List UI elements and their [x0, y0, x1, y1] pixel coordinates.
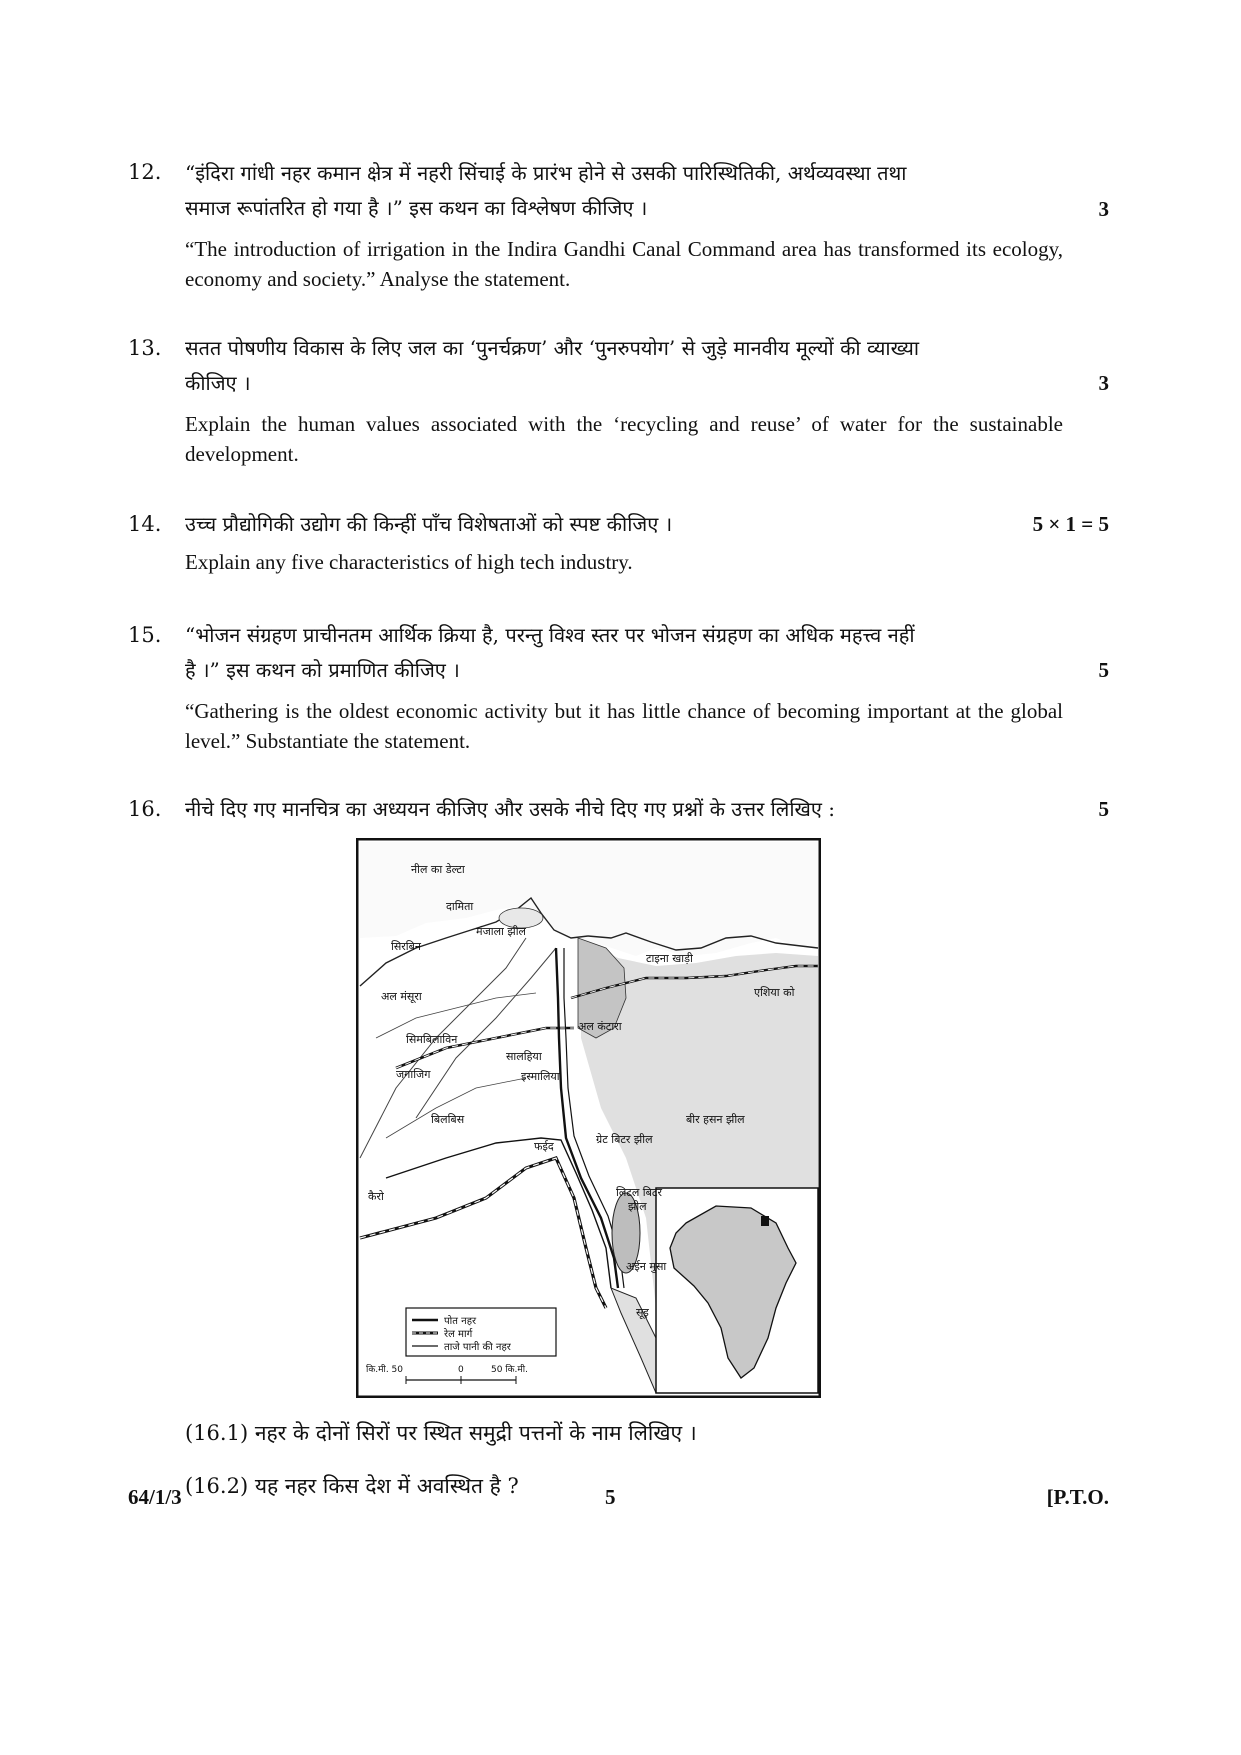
legend-item: ताजे पानी की नहर [444, 1342, 511, 1353]
question-hindi-line1: नीचे दिए गए मानचित्र का अध्ययन कीजिए और उसके नीचे दिए गए प्रश्नों के उत्तर लिखिए : [185, 797, 836, 821]
label-salhiya: सालहिया [506, 1050, 542, 1063]
label-fayed: फईद [534, 1140, 554, 1153]
label-al-qantara: अल कंटारा [578, 1020, 622, 1033]
label-tina-bay: टाइना खाड़ी [646, 952, 693, 965]
question-marks: 3 [1098, 197, 1109, 221]
question-english: “The introduction of irrigation in the Indira Gandhi Canal Command area has transformed its ecology, economy and society.” Analyse the statement. [185, 237, 1063, 291]
suez-canal-map [356, 838, 821, 1398]
paper-code: 64/1/3 [128, 1485, 182, 1509]
question-number: 13. [128, 336, 162, 360]
question-number: 15. [128, 623, 162, 647]
label-sirbin: सिरबिन [391, 940, 422, 953]
label-to-asia: एशिया को [754, 986, 795, 999]
label-zagazig: जगाजिग [396, 1068, 431, 1081]
label-ismailia: इस्मालिया [521, 1070, 560, 1083]
question-hindi-line2: समाज रूपांतरित हो गया है ।” इस कथन का विश्लेषण कीजिए । [185, 196, 648, 220]
subquestion-text: यह नहर किस देश में अवस्थित है ? [254, 1474, 519, 1498]
label-cairo: कैरो [368, 1190, 384, 1203]
subquestion-16-2 [185, 1472, 519, 1500]
label-ayun-musa: अईन मुसा [626, 1260, 667, 1273]
question-hindi-line1: “इंदिरा गांधी नहर कमान क्षेत्र में नहरी सिंचाई के प्रारंभ होने से उसकी पारिस्थितिकी, अर्थव्यवस्था तथा [185, 161, 907, 185]
question-marks: 3 [1098, 371, 1109, 395]
legend-item: रेल मार्ग [444, 1329, 473, 1340]
question-english: Explain any five characteristics of high tech industry. [185, 550, 633, 574]
legend-item: पोत नहर [444, 1316, 477, 1327]
subquestion-text: नहर के दोनों सिरों पर स्थित समुद्री पत्तनों के नाम लिखिए । [254, 1421, 697, 1445]
label-bir-hasan: बीर हसन झील [686, 1113, 745, 1126]
label-little-bitter-2: झील [628, 1200, 647, 1213]
question-number: 12. [128, 160, 162, 184]
label-nile-delta: नील का डेल्टा [411, 863, 465, 876]
label-bilbeis: बिलबिस [431, 1113, 465, 1126]
question-english: Explain the human values associated with the ‘recycling and reuse’ of water for the sustainable development. [185, 412, 1063, 466]
label-simbillawein: सिमबिलाविन [406, 1033, 458, 1046]
question-hindi-line1: “भोजन संग्रहण प्राचीनतम आर्थिक क्रिया है, परन्तु विश्व स्तर पर भोजन संग्रहण का अधिक महत्त्व नहीं [185, 623, 915, 647]
label-damietta: दामिता [446, 900, 474, 913]
question-hindi-line1: सतत पोषणीय विकास के लिए जल का ‘पुनर्चक्रण’ और ‘पुनरुपयोग’ से जुड़े मानवीय मूल्यों की व्याख्या [185, 336, 920, 360]
scale-right: 50 कि.मी. [491, 1365, 528, 1375]
subquestion-number: (16.2) [185, 1474, 249, 1498]
question-marks: 5 × 1 = 5 [1032, 512, 1109, 536]
question-number: 16. [128, 797, 162, 821]
question-english: “Gathering is the oldest economic activity but it has little chance of becoming important at the global level.” Substantiate the statement. [185, 699, 1063, 753]
label-suez: सूइ [636, 1306, 649, 1319]
question-hindi-line2: है ।” इस कथन को प्रमाणित कीजिए । [185, 658, 460, 682]
subquestion-number: (16.1) [185, 1421, 249, 1445]
scale-left: कि.मी. 50 [366, 1365, 403, 1375]
question-number: 14. [128, 512, 162, 536]
scale-mid: 0 [458, 1365, 464, 1375]
label-great-bitter: ग्रेट बिटर झील [596, 1133, 653, 1146]
label-al-mansura: अल मंसूरा [381, 990, 422, 1003]
label-manzala: मंजाला झील [476, 925, 527, 938]
pto-label: [P.T.O. [1046, 1485, 1109, 1509]
subquestion-16-1 [185, 1419, 697, 1447]
question-hindi-line1: उच्च प्रौद्योगिकी उद्योग की किन्हीं पाँच विशेषताओं को स्पष्ट कीजिए । [185, 512, 673, 536]
page-number: 5 [605, 1485, 616, 1509]
label-little-bitter: लिटल बिटर [616, 1186, 662, 1199]
question-marks: 5 [1098, 797, 1109, 821]
question-hindi-line2: कीजिए । [185, 371, 251, 395]
question-marks: 5 [1098, 658, 1109, 682]
